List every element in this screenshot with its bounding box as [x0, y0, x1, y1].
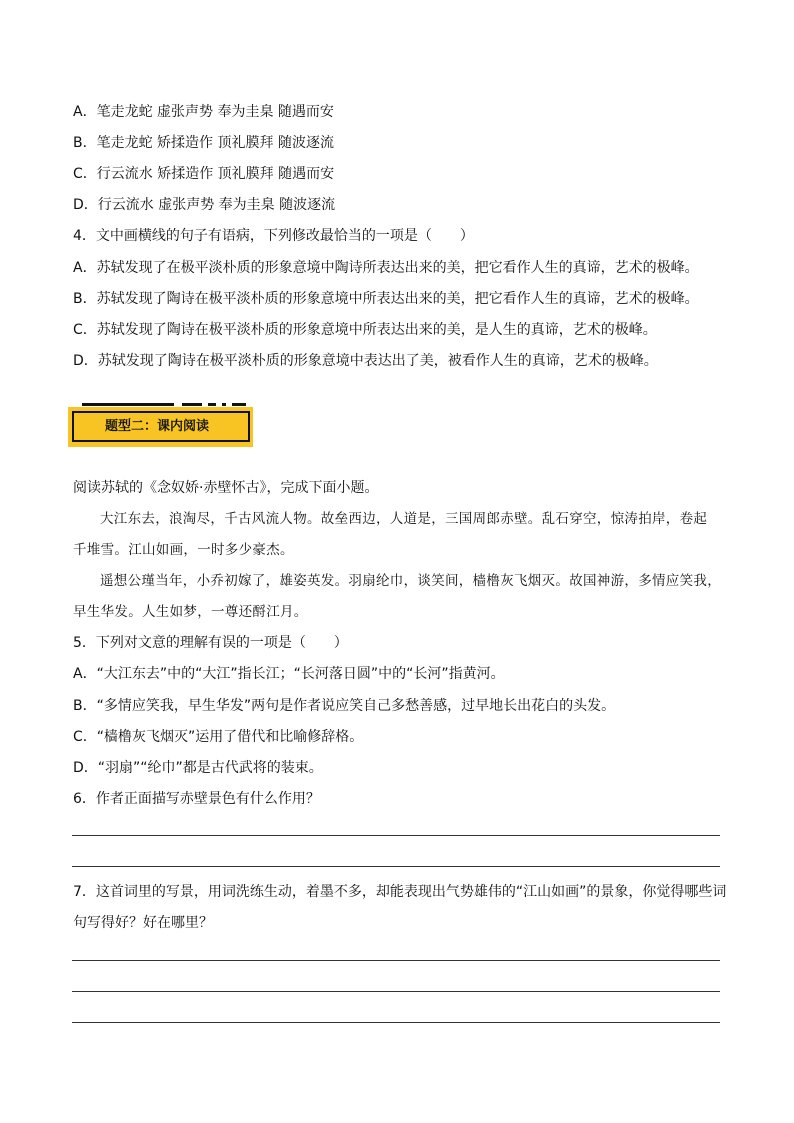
q5-stem: 5．下列对文意的理解有误的一项是（ ）: [73, 635, 348, 651]
q5-option-d: D．“羽扇”“纶巾”都是古代武将的装束。: [73, 760, 323, 776]
reading-intro: 阅读苏轼的《念奴娇·赤壁怀古》，完成下面小题。: [73, 480, 379, 496]
q4-stem: 4．文中画横线的句子有语病，下列修改最恰当的一项是（ ）: [73, 228, 474, 244]
answer-line[interactable]: [72, 866, 720, 867]
section-title: 题型二：课内阅读: [104, 419, 209, 434]
q3-option-d: D．行云流水 虚张声势 奉为圭臬 随波逐流: [73, 197, 336, 213]
q3-option-c: C．行云流水 矫揉造作 顶礼膜拜 随遇而安: [73, 166, 335, 182]
q5-option-b: B．“多情应笑我，早生华发”两句是作者说应笑自己多愁善感，过早地长出花白的头发。: [73, 698, 616, 714]
q4-option-d: D．苏轼发现了陶诗在极平淡朴质的形象意境中表达出了美，被看作人生的真谛，艺术的极峰。: [73, 353, 658, 369]
q3-option-b: B．笔走龙蛇 矫揉造作 顶礼膜拜 随波逐流: [73, 135, 334, 151]
section-banner: [68, 403, 256, 449]
q7-stem-line: 句写得好？好在哪里？: [73, 915, 213, 931]
answer-line[interactable]: [72, 960, 720, 961]
q5-option-c: C．“樯橹灰飞烟灭”运用了借代和比喻修辞格。: [73, 729, 364, 745]
poem-line: 遥想公瑾当年，小乔初嫁了，雄姿英发。羽扇纶巾，谈笑间，樯橹灰飞烟灭。故国神游，多情应笑我，: [100, 573, 721, 589]
poem-line: 大江东去，浪淘尽，千古风流人物。故垒西边，人道是，三国周郎赤壁。乱石穿空，惊涛拍岸，卷起: [100, 511, 708, 527]
answer-line[interactable]: [72, 1022, 720, 1023]
q6-stem: 6．作者正面描写赤壁景色有什么作用？: [73, 791, 320, 807]
q3-option-a: A．笔走龙蛇 虚张声势 奉为圭臬 随遇而安: [73, 104, 334, 120]
poem-line: 千堆雪。江山如画，一时多少豪杰。: [73, 542, 294, 558]
q7-stem-line: 7．这首词里的写景，用词洗练生动，着墨不多，却能表现出气势雄伟的“江山如画”的景象，你觉得哪些词: [73, 884, 727, 900]
answer-line[interactable]: [72, 835, 720, 836]
answer-line[interactable]: [72, 991, 720, 992]
q4-option-b: B．苏轼发现了陶诗在极平淡朴质的形象意境中所表达出来的美，把它看作人生的真谛，艺术的极峰。: [73, 291, 699, 307]
q5-option-a: A．“大江东去”中的“大江”指长江；“长河落日圆”中的“长河”指黄河。: [73, 666, 505, 682]
q4-option-c: C．苏轼发现了陶诗在极平淡朴质的形象意境中所表达出来的美，是人生的真谛，艺术的极峰。: [73, 322, 657, 338]
poem-line: 早生华发。人生如梦，一尊还酹江月。: [73, 604, 308, 620]
q4-option-a: A．苏轼发现了在极平淡朴质的形象意境中陶诗所表达出来的美，把它看作人生的真谛，艺术的极峰。: [73, 260, 699, 276]
